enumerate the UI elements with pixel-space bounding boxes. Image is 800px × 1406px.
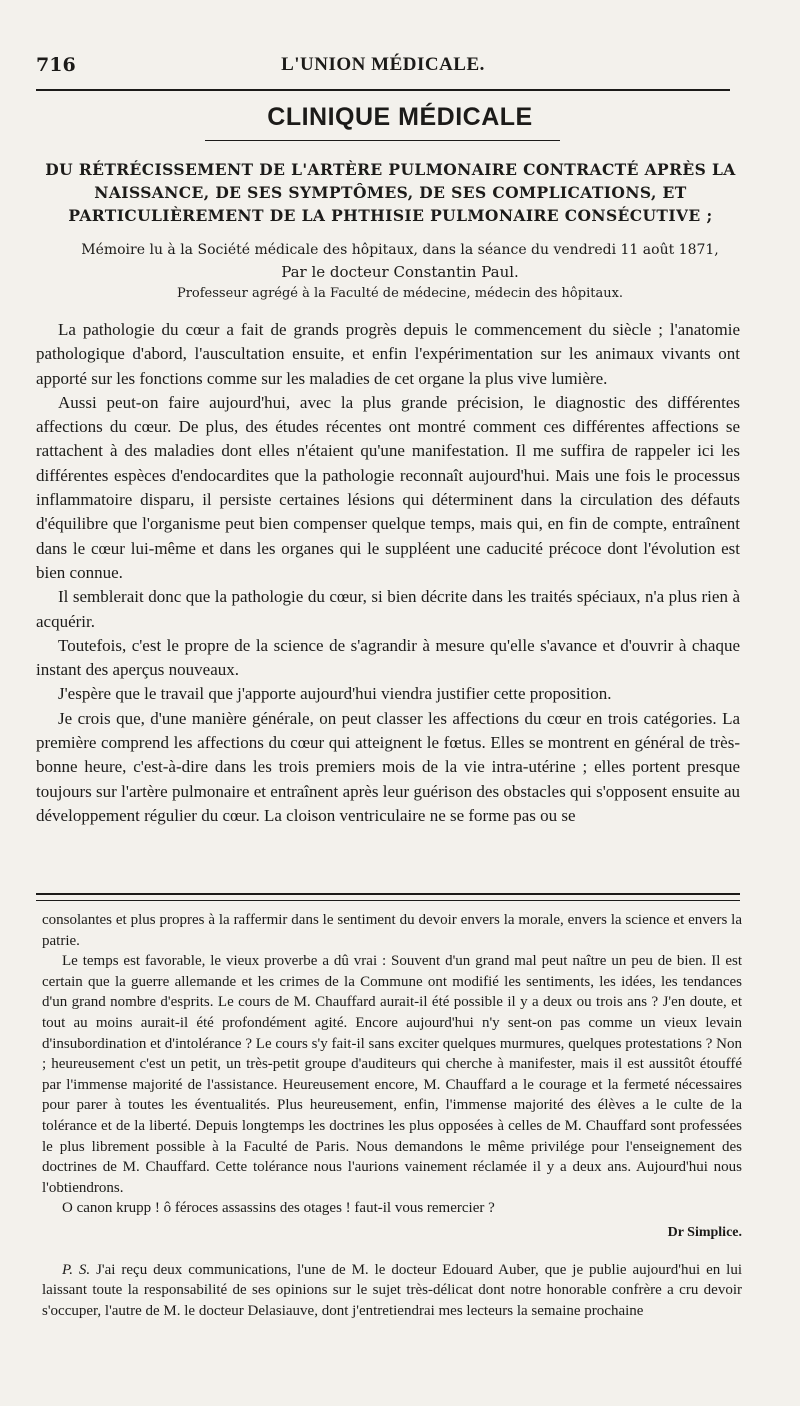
page-number: 716	[36, 54, 76, 76]
memoire-block	[55, 239, 745, 305]
affiliation-line: Professeur agrégé à la Faculté de médecine, médecin des hôpitaux.	[176, 286, 624, 301]
feuilleton-body	[42, 910, 742, 1321]
article-heading: DU RÉTRÉCISSEMENT DE L'ARTÈRE PULMONAIRE CONTRACTÉ APRÈS LA NAISSANCE, DE SES SYMPTÔMES, DE SES COMPLICATIONS, ET PARTICULIÈREMENT DE LA PHTHISIE PULMONAIRE CONSÉCUTIVE ;	[45, 160, 736, 225]
title-underline	[205, 140, 560, 141]
paragraph-6: Je crois que, d'une manière générale, on peut classer les affections du cœur en trois catégories. La première comprend les affections du cœur qui atteignent le fœtus. Elles se montrent en général de très-bonne heure, c'est-à-dire dans les trois premiers mois de la vie intra-utérine ; elles portent presque toujours sur l'artère pulmonaire et entraînent après leur guérison des obstacles qui s'opposent ensuite au développement régulier du cœur. La cloison ventriculaire ne se forme pas ou se	[36, 708, 740, 825]
paragraph-2: Aussi peut-on faire aujourd'hui, avec la plus grande précision, le diagnostic des différentes affections du cœur. De plus, des études récentes ont montré comment ces différentes affections se rattachent à des maladies dont elles n'étaient qu'une manifestation. Il me suffira de rappeler ici les différentes espèces d'endocardites que la pathologie reconnaît aujourd'hui. Mais une fois le processus inflammatoire disparu, il persiste certaines lésions qui déterminent dans la circulation des défauts d'équilibre que l'organisme peut bien compenser quelque temps, mais qui, en fin de compte, entraînent dans le cœur lui-même et dans les organes qui le suppléent une caducité précoce dont l'évolution est bien connue.	[36, 392, 740, 582]
ps-label: P. S.	[62, 1261, 91, 1278]
feuilleton-paragraph-2: Le temps est favorable, le vieux proverbe a dû vrai : Souvent d'un grand mal peut naître un peu de bien. Il est certain que la guerre allemande et les crimes de la Commune ont modifié les sentiments, les idées, les tendances d'un grand nombre d'esprits. Le cours de M. Chauffard aurait-il été possible il y a deux ou trois ans ? J'en doute, et tout au moins aurait-il été profondément agité. Encore aujourd'hui n'y sent-on pas comme un vieux levain d'insubordination et d'intolérance ? Le cours s'y fait-il sans exciter quelques murmures, quelques protestations ? Non ; heureusement c'est un petit, un très-petit groupe d'auditeurs qui cherche à manifester, mais il est aussitôt étouffé par l'immense majorité de l'assistance. Heureusement encore, M. Chauffard a le courage et la fermeté nécessaires pour parer à toutes les éventualités. Plus heureusement, enfin, l'immense majorité des élèves a le culte de la tolérance et de la liberté. Depuis longtemps les doctrines les plus opposées à celles de M. Chauffard sont professées le plus librement possible à la Faculté de Paris. Nous demandons le même privilége pour l'enseignement des doctrines de M. Chauffard. Cette tolérance nous l'aurions vainement réclamée il y a deux ans. Aujourd'hui nous l'obtiendrons.	[42, 953, 742, 1196]
running-title: L'UNION MÉDICALE.	[281, 54, 485, 75]
paragraph-4: Toutefois, c'est le propre de la science de s'agrandir à mesure qu'elle s'avance et d'ouvrir à chaque instant des aperçus nouveaux.	[36, 635, 740, 680]
running-head	[36, 52, 730, 80]
paragraph-1: La pathologie du cœur a fait de grands progrès depuis le commencement du siècle ; l'anatomie pathologique d'abord, l'auscultation ensuite, et enfin l'expérimentation sur les animaux vivants ont apporté sur les fonctions comme sur les maladies de cet organe la plus vive lumière.	[36, 320, 740, 388]
signature: Dr Simplice.	[667, 1224, 742, 1240]
paragraph-3: Il semblerait donc que la pathologie du cœur, si bien décrite dans les traités spéciaux, n'a plus rien à acquérir.	[36, 587, 740, 631]
ps-text: J'ai reçu deux communications, l'une de M. le docteur Edouard Auber, que je publie aujourd'hui en lui laissant toute la responsabilité de ses opinions sur le sujet très-délicat dont notre honorable confrère a cru devoir s'occuper, l'autre de M. le docteur Delasiauve, dont j'entretiendrai mes lecteurs la semaine prochaine	[42, 1261, 743, 1319]
author-line: Par le docteur Constantin Paul.	[281, 263, 519, 281]
postscript	[42, 1260, 742, 1322]
paragraph-5: J'espère que le travail que j'apporte aujourd'hui viendra justifier cette proposition.	[58, 684, 612, 704]
feuilleton-continuation: consolantes et plus propres à la raffermir dans le sentiment du devoir envers la morale, envers la science et envers la patrie.	[42, 912, 742, 949]
main-article-body	[36, 318, 740, 828]
header-rule	[36, 89, 730, 91]
section-title: CLINIQUE MÉDICALE	[267, 103, 533, 131]
feuilleton-divider	[36, 893, 740, 901]
feuilleton-paragraph-3: O canon krupp ! ô féroces assassins des otages ! faut-il vous remercier ?	[62, 1200, 495, 1217]
memoire-line: Mémoire lu à la Société médicale des hôpitaux, dans la séance du vendredi 11 août 1871,	[81, 242, 719, 258]
